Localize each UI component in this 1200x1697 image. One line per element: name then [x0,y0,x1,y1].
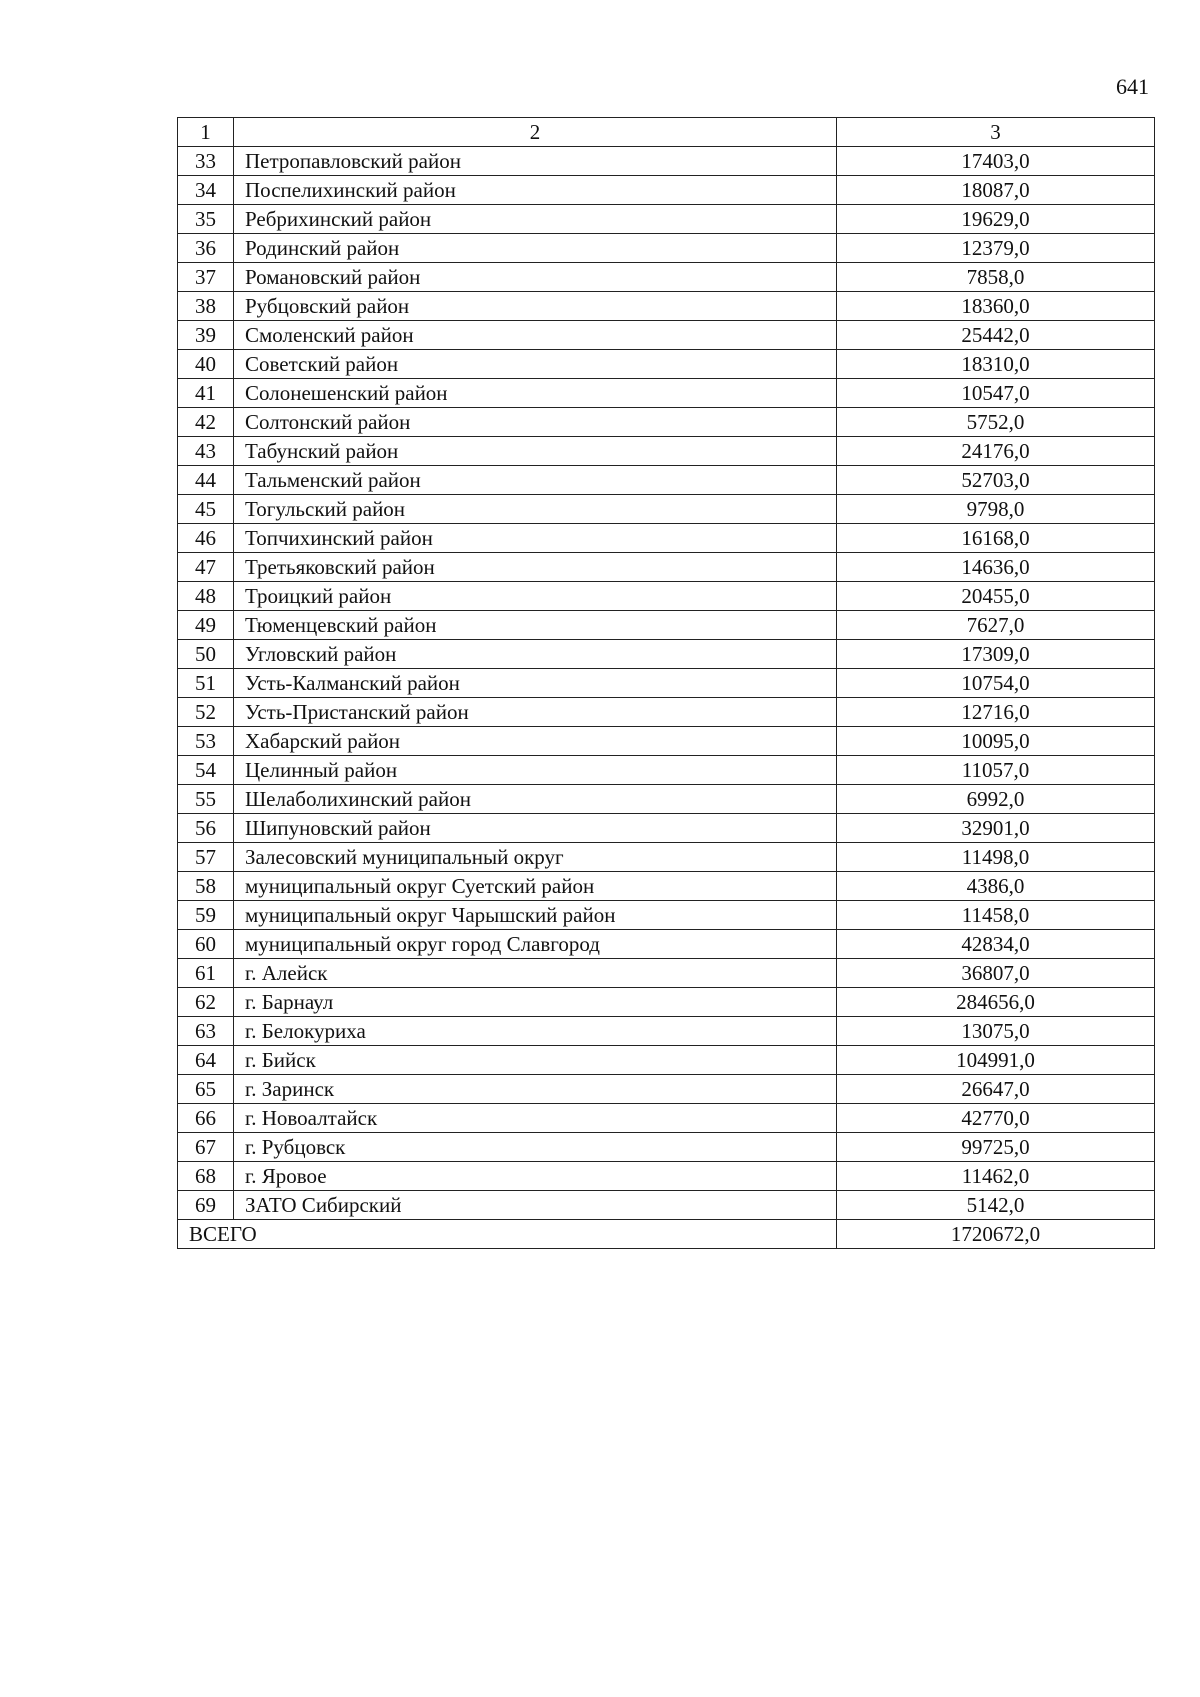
table-row [178,930,1155,959]
row-number: 35 [178,205,234,234]
table-body [178,118,1155,1249]
row-number: 52 [178,698,234,727]
table-row [178,582,1155,611]
row-number: 57 [178,843,234,872]
total-amount: 1720672,0 [837,1220,1155,1249]
row-municipality-name: Петропавловский район [234,147,837,176]
row-number: 67 [178,1133,234,1162]
row-municipality-name: ЗАТО Сибирский [234,1191,837,1220]
row-amount: 17309,0 [837,640,1155,669]
table-row [178,1162,1155,1191]
row-number: 42 [178,408,234,437]
row-municipality-name: Шелаболихинский район [234,785,837,814]
table-row [178,1017,1155,1046]
row-number: 62 [178,988,234,1017]
table-row [178,176,1155,205]
table-row [178,1075,1155,1104]
table-row [178,669,1155,698]
row-amount: 25442,0 [837,321,1155,350]
table-row [178,814,1155,843]
table-row [178,988,1155,1017]
row-municipality-name: Ребрихинский район [234,205,837,234]
row-amount: 24176,0 [837,437,1155,466]
row-municipality-name: муниципальный округ Суетский район [234,872,837,901]
row-number: 53 [178,727,234,756]
row-number: 56 [178,814,234,843]
row-amount: 26647,0 [837,1075,1155,1104]
row-amount: 18310,0 [837,350,1155,379]
row-number: 34 [178,176,234,205]
row-municipality-name: Родинский район [234,234,837,263]
row-amount: 7858,0 [837,263,1155,292]
row-number: 46 [178,524,234,553]
table-row [178,727,1155,756]
row-number: 43 [178,437,234,466]
row-amount: 32901,0 [837,814,1155,843]
row-number: 69 [178,1191,234,1220]
row-amount: 11462,0 [837,1162,1155,1191]
row-municipality-name: Усть-Калманский район [234,669,837,698]
table-row [178,611,1155,640]
row-number: 36 [178,234,234,263]
row-number: 37 [178,263,234,292]
row-amount: 16168,0 [837,524,1155,553]
row-number: 45 [178,495,234,524]
table-row [178,1104,1155,1133]
table-row [178,147,1155,176]
table-row [178,1191,1155,1220]
row-number: 33 [178,147,234,176]
row-amount: 13075,0 [837,1017,1155,1046]
row-municipality-name: Угловский район [234,640,837,669]
row-amount: 7627,0 [837,611,1155,640]
row-amount: 14636,0 [837,553,1155,582]
table-row [178,698,1155,727]
row-municipality-name: г. Белокуриха [234,1017,837,1046]
page-number: 641 [1116,74,1149,99]
column-header-name: 2 [234,118,837,147]
budget-table [177,117,1155,1249]
row-amount: 10754,0 [837,669,1155,698]
table-row [178,292,1155,321]
table-row [178,785,1155,814]
row-municipality-name: Усть-Пристанский район [234,698,837,727]
row-amount: 11057,0 [837,756,1155,785]
row-number: 49 [178,611,234,640]
row-number: 51 [178,669,234,698]
row-municipality-name: Целинный район [234,756,837,785]
row-municipality-name: муниципальный округ город Славгород [234,930,837,959]
row-number: 68 [178,1162,234,1191]
row-amount: 11458,0 [837,901,1155,930]
row-municipality-name: Романовский район [234,263,837,292]
table-row [178,495,1155,524]
row-amount: 5142,0 [837,1191,1155,1220]
table-row [178,408,1155,437]
table-row [178,350,1155,379]
row-municipality-name: Смоленский район [234,321,837,350]
row-municipality-name: Тальменский район [234,466,837,495]
row-number: 63 [178,1017,234,1046]
table-row [178,379,1155,408]
row-municipality-name: Солонешенский район [234,379,837,408]
row-number: 41 [178,379,234,408]
row-number: 60 [178,930,234,959]
table-row [178,756,1155,785]
row-amount: 10095,0 [837,727,1155,756]
row-number: 40 [178,350,234,379]
row-municipality-name: Хабарский район [234,727,837,756]
row-amount: 20455,0 [837,582,1155,611]
row-municipality-name: г. Заринск [234,1075,837,1104]
row-amount: 104991,0 [837,1046,1155,1075]
row-municipality-name: г. Яровое [234,1162,837,1191]
row-amount: 12379,0 [837,234,1155,263]
row-municipality-name: Шипуновский район [234,814,837,843]
row-amount: 18087,0 [837,176,1155,205]
row-amount: 6992,0 [837,785,1155,814]
row-municipality-name: Тогульский район [234,495,837,524]
row-number: 65 [178,1075,234,1104]
row-number: 64 [178,1046,234,1075]
row-number: 38 [178,292,234,321]
row-number: 61 [178,959,234,988]
table-row [178,640,1155,669]
total-label: ВСЕГО [178,1220,837,1249]
table-row [178,872,1155,901]
row-municipality-name: Советский район [234,350,837,379]
table-row [178,1046,1155,1075]
table-row [178,466,1155,495]
row-municipality-name: г. Рубцовск [234,1133,837,1162]
row-amount: 10547,0 [837,379,1155,408]
row-municipality-name: Третьяковский район [234,553,837,582]
row-municipality-name: Тюменцевский район [234,611,837,640]
row-number: 66 [178,1104,234,1133]
row-municipality-name: муниципальный округ Чарышский район [234,901,837,930]
row-municipality-name: Троицкий район [234,582,837,611]
table-row [178,321,1155,350]
table-row [178,234,1155,263]
row-municipality-name: г. Новоалтайск [234,1104,837,1133]
column-header-number: 1 [178,118,234,147]
table-row [178,553,1155,582]
row-amount: 11498,0 [837,843,1155,872]
row-number: 39 [178,321,234,350]
row-amount: 17403,0 [837,147,1155,176]
table-row [178,1133,1155,1162]
row-municipality-name: Солтонский район [234,408,837,437]
table-row [178,524,1155,553]
row-number: 47 [178,553,234,582]
row-number: 54 [178,756,234,785]
row-number: 55 [178,785,234,814]
row-amount: 5752,0 [837,408,1155,437]
row-municipality-name: Табунский район [234,437,837,466]
row-municipality-name: Рубцовский район [234,292,837,321]
row-number: 44 [178,466,234,495]
table-row [178,843,1155,872]
table-row [178,901,1155,930]
row-municipality-name: Поспелихинский район [234,176,837,205]
row-amount: 42834,0 [837,930,1155,959]
row-number: 58 [178,872,234,901]
row-amount: 284656,0 [837,988,1155,1017]
row-municipality-name: г. Алейск [234,959,837,988]
row-municipality-name: г. Бийск [234,1046,837,1075]
table-row [178,959,1155,988]
row-amount: 18360,0 [837,292,1155,321]
column-header-value: 3 [837,118,1155,147]
row-number: 59 [178,901,234,930]
row-amount: 99725,0 [837,1133,1155,1162]
table-row [178,437,1155,466]
total-row [178,1220,1155,1249]
row-amount: 12716,0 [837,698,1155,727]
table-row [178,205,1155,234]
table-row [178,263,1155,292]
row-number: 48 [178,582,234,611]
row-amount: 42770,0 [837,1104,1155,1133]
table-header-row [178,118,1155,147]
row-municipality-name: Залесовский муниципальный округ [234,843,837,872]
row-number: 50 [178,640,234,669]
row-amount: 36807,0 [837,959,1155,988]
row-municipality-name: г. Барнаул [234,988,837,1017]
row-amount: 19629,0 [837,205,1155,234]
row-amount: 52703,0 [837,466,1155,495]
row-amount: 4386,0 [837,872,1155,901]
row-municipality-name: Топчихинский район [234,524,837,553]
row-amount: 9798,0 [837,495,1155,524]
